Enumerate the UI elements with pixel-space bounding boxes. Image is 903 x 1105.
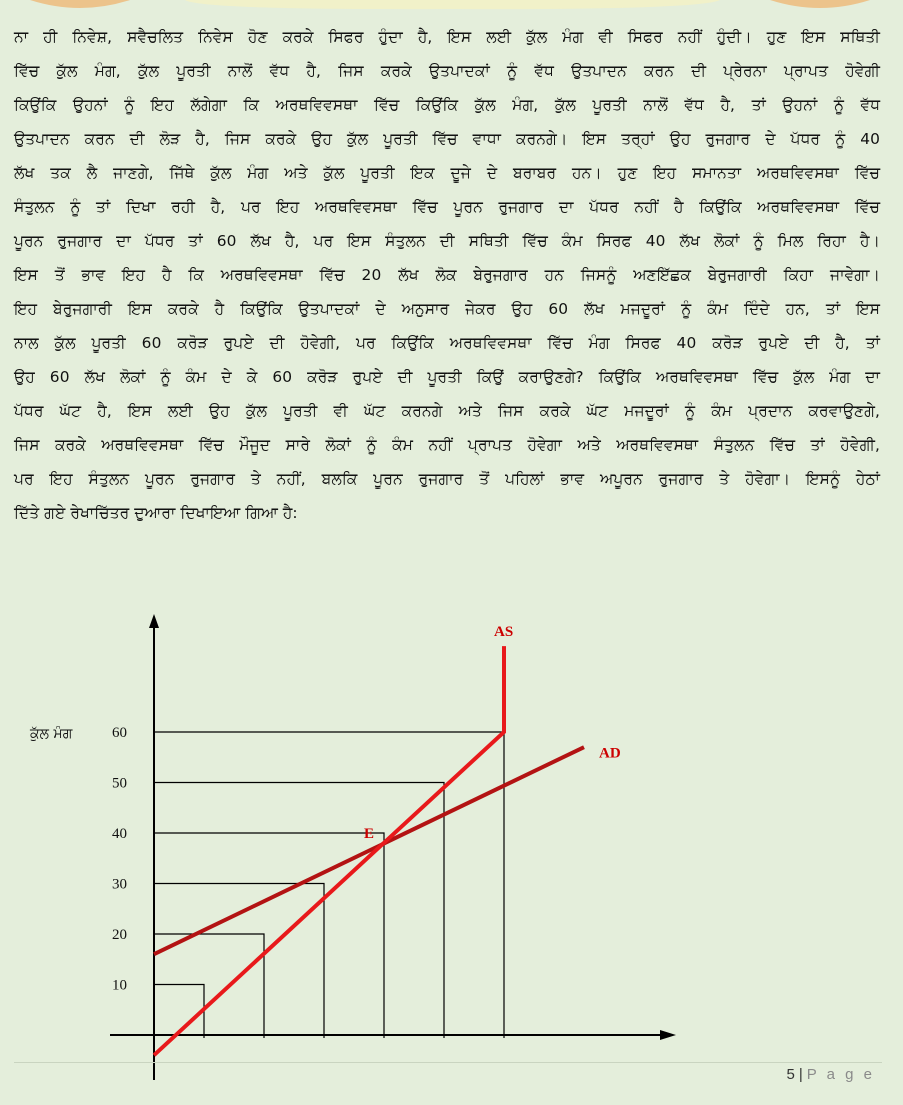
- body-line: ਪੂਰਨ ਰੁਜਗਾਰ ਦਾ ਪੱਧਰ ਤਾਂ 60 ਲੱਖ ਹੈ, ਪਰ ਇਸ ਸੰਤੁਲਨ ਦੀ ਸਥਿਤੀ ਵਿੱਚ ਕੰਮ ਸਿਰਫ 40 ਲੱਖ ਲੋਕਾਂ ਨੂੰ ਮਿਲ ਰਿਹਾ ਹੈ।: [14, 232, 880, 250]
- y-tick-label: 10: [112, 977, 127, 994]
- y-tick-label: 20: [112, 927, 127, 943]
- body-line: ਦਿੱਤੇ ਗਏ ਰੇਖਾਚਿੱਤਰ ਦੁਆਰਾ ਦਿਖਾਇਆ ਗਿਆ ਹੈ:: [14, 504, 298, 522]
- body-line: ਕਿਉਂਕਿ ਉਹਨਾਂ ਨੂੰ ਇਹ ਲੱਗੇਗਾ ਕਿ ਅਰਥਵਿਵਸਥਾ ਵਿੱਚ ਕਿਉਂਕਿ ਕੁੱਲ ਮੰਗ, ਕੁੱਲ ਪੂਰਤੀ ਨਾਲੋਂ ਵੱਧ ਹੈ, ਤਾਂ ਉਹਨਾਂ ਨੂੰ ਵੱਧ: [14, 96, 880, 114]
- body-line: ਉਤਪਾਦਨ ਕਰਨ ਦੀ ਲੋੜ ਹੈ, ਜਿਸ ਕਰਕੇ ਉਹ ਕੁੱਲ ਪੂਰਤੀ ਵਿੱਚ ਵਾਧਾ ਕਰਨਗੇ। ਇਸ ਤਰ੍ਹਾਂ ਉਹ ਰੁਜਗਾਰ ਦੇ ਪੱਧਰ ਨੂੰ 40: [14, 130, 880, 148]
- y-axis-arrow: [149, 614, 159, 628]
- page-number: 5: [786, 1066, 795, 1083]
- ad-curve: [154, 747, 584, 954]
- chart-axes: [110, 614, 676, 1080]
- y-axis-title: ਕੁੱਲ ਮੰਗ: [30, 726, 73, 742]
- y-tick-label: 50: [112, 775, 127, 792]
- y-tick-label: 60: [112, 725, 127, 741]
- body-line: ਵਿੱਚ ਕੁੱਲ ਮੰਗ, ਕੁੱਲ ਪੂਰਤੀ ਨਾਲੋਂ ਵੱਧ ਹੈ, ਜਿਸ ਕਰਕੇ ਉਤਪਾਦਕਾਂ ਨੂੰ ਵੱਧ ਉਤਪਾਦਨ ਕਰਨ ਦੀ ਪ੍ਰੇਰਨਾ ਪ੍ਰਾਪਤ ਹੋਵੇਗੀ: [14, 62, 880, 80]
- chart-curves: [154, 646, 584, 1055]
- body-line: ਪੱਧਰ ਘੱਟ ਹੈ, ਇਸ ਲਈ ਉਹ ਕੁੱਲ ਪੂਰਤੀ ਵੀ ਘੱਟ ਕਰਨਗੇ ਅਤੇ ਜਿਸ ਕਰਕੇ ਘੱਟ ਮਜਦੂਰਾਂ ਨੂੰ ਕੰਮ ਪ੍ਰਦਾਨ ਕਰਵਾਉਣਗੇ,: [14, 402, 880, 420]
- body-line: ਉਹ 60 ਲੱਖ ਲੋਕਾਂ ਨੂੰ ਕੰਮ ਦੇ ਕੇ 60 ਕਰੋੜ ਰੁਪਏ ਦੀ ਪੂਰਤੀ ਕਿਉਂ ਕਰਾਉਣਗੇ? ਕਿਉਂਕਿ ਅਰਥਵਿਵਸਥਾ ਵਿੱਚ ਕੁੱਲ ਮੰਗ ਦਾ: [14, 368, 880, 386]
- guide-line: [154, 884, 324, 1039]
- equilibrium-label: E: [364, 826, 375, 843]
- footer-divider: [14, 1062, 882, 1063]
- footer-separator: |: [798, 1066, 803, 1083]
- body-line: ਇਸ ਤੋਂ ਭਾਵ ਇਹ ਹੈ ਕਿ ਅਰਥਵਿਵਸਥਾ ਵਿੱਚ 20 ਲੱਖ ਲੋਕ ਬੇਰੁਜਗਾਰ ਹਨ ਜਿਸਨੂੰ ਅਣਇੱਛਕ ਬੇਰੁਜਗਾਰੀ ਕਿਹਾ ਜਾਵੇਗਾ।: [14, 266, 880, 284]
- page-word: P a g e: [806, 1066, 875, 1083]
- ad-curve-label: AD: [599, 745, 621, 762]
- body-line: ਪਰ ਇਹ ਸੰਤੁਲਨ ਪੂਰਨ ਰੁਜਗਾਰ ਤੇ ਨਹੀਂ, ਬਲਕਿ ਪੂਰਨ ਰੁਜਗਾਰ ਤੋਂ ਪਹਿਲਾਂ ਭਾਵ ਅਪੂਰਨ ਰੁਜਗਾਰ ਤੇ ਹੋਵੇਗਾ। ਇਸਨੂੰ ਹੇਠਾਂ: [14, 470, 880, 488]
- body-paragraph: [14, 20, 880, 530]
- header-decoration: [0, 0, 903, 12]
- page-footer: [786, 1066, 875, 1083]
- body-line: ਲੱਖ ਤਕ ਲੈ ਜਾਣਗੇ, ਜਿੱਥੇ ਕੁੱਲ ਮੰਗ ਅਤੇ ਕੁੱਲ ਪੂਰਤੀ ਇਕ ਦੂਜੇ ਦੇ ਬਰਾਬਰ ਹਨ। ਹੁਣ ਇਹ ਸਮਾਨਤਾ ਅਰਥਵਿਵਸਥਾ ਵਿੱਚ: [14, 164, 880, 182]
- body-line: ਨਾਲ ਕੁੱਲ ਪੂਰਤੀ 60 ਕਰੋੜ ਰੁਪਏ ਦੀ ਹੋਵੇਗੀ, ਪਰ ਕਿਉਂਕਿ ਅਰਥਵਿਵਸਥਾ ਵਿੱਚ ਮੰਗ ਸਿਰਫ 40 ਕਰੋੜ ਰੁਪਏ ਦੀ ਹੈ, ਤਾਂ: [14, 334, 880, 352]
- y-tick-label: 30: [112, 876, 127, 893]
- body-line: ਇਹ ਬੇਰੁਜਗਾਰੀ ਇਸ ਕਰਕੇ ਹੈ ਕਿਉਂਕਿ ਉਤਪਾਦਕਾਂ ਦੇ ਅਨੁਸਾਰ ਜੇਕਰ ਉਹ 60 ਲੱਖ ਮਜਦੂਰਾਂ ਨੂੰ ਕੰਮ ਦਿੰਦੇ ਹਨ, ਤਾਂ ਇਸ: [14, 300, 880, 318]
- x-axis-arrow: [660, 1030, 676, 1040]
- y-tick-label: 40: [112, 826, 127, 842]
- y-tick-labels: [112, 725, 127, 994]
- guide-line: [154, 934, 264, 1038]
- body-line: ਨਾ ਹੀ ਨਿਵੇਸ਼, ਸਵੈਚਲਿਤ ਨਿਵੇਸ ਹੋਣ ਕਰਕੇ ਸਿਫਰ ਹੁੰਦਾ ਹੈ, ਇਸ ਲਈ ਕੁੱਲ ਮੰਗ ਵੀ ਸਿਫਰ ਨਹੀਂ ਹੁੰਦੀ। ਹੁਣ ਇਸ ਸਥਿਤੀ: [14, 28, 880, 46]
- body-line: ਸੰਤੁਲਨ ਨੂੰ ਤਾਂ ਦਿਖਾ ਰਹੀ ਹੈ, ਪਰ ਇਹ ਅਰਥਵਿਵਸਥਾ ਵਿੱਚ ਪੂਰਨ ਰੁਜਗਾਰ ਦਾ ਪੱਧਰ ਨਹੀਂ ਹੈ ਕਿਉਂਕਿ ਅਰਥਵਿਵਸਥਾ ਵਿੱਚ: [14, 198, 880, 216]
- guide-line: [154, 783, 444, 1039]
- body-line: ਜਿਸ ਕਰਕੇ ਅਰਥਵਿਵਸਥਾ ਵਿੱਚ ਮੌਜੂਦ ਸਾਰੇ ਲੋਕਾਂ ਨੂੰ ਕੰਮ ਨਹੀਂ ਪ੍ਰਾਪਤ ਹੋਵੇਗਾ ਅਤੇ ਅਰਥਵਿਵਸਥਾ ਸੰਤੁਲਨ ਵਿੱਚ ਤਾਂ ਹੋਵੇਗੀ,: [14, 436, 880, 454]
- as-curve: [154, 646, 504, 1055]
- ad-as-chart: [0, 600, 903, 1090]
- as-curve-label: AS: [494, 624, 514, 641]
